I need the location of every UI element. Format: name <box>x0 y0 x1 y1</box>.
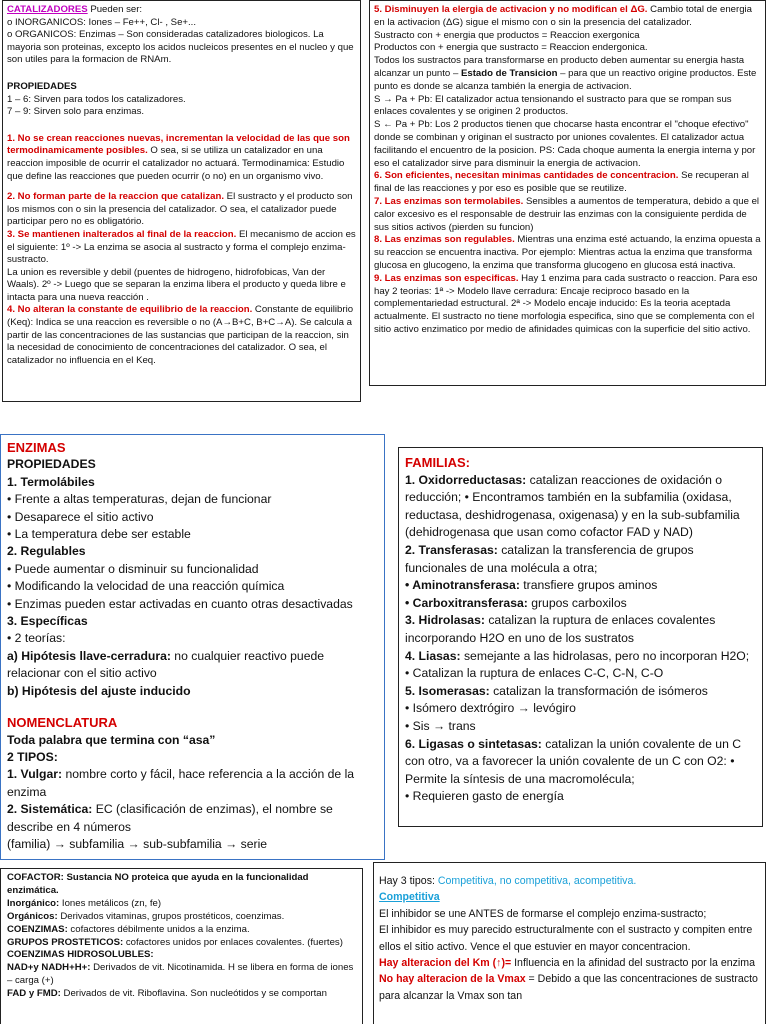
tipos-heading: 2 TIPOS: <box>7 749 58 764</box>
familia-4: 4. Liasas: semejante a las hidrolasas, pero no incorporan H2O; • Catalizan la ruptura de enlaces C-C, C-N, C-O <box>405 648 750 681</box>
familia-2: 2. Transferasas: catalizan la transferencia de grupos funcionales de una molécula a otra; <box>405 542 694 575</box>
competitiva-line-1: El inhibidor se une ANTES de formarse el complejo enzima-sustracto; <box>379 907 707 920</box>
property-9: 9. Las enzimas son especificas. Hay 1 enzima para cada sustracto o reaccion. Para eso hay 2 teorias: 1ª -> Modelo llave cerradura: Encaje reciproco basado en la complementariedad estructural. 2ª -> Modelo encaje inducido: Es la teoria aceptada actualmente. El sustracto no tiene morfologia especifica, sino que se complementa con el sitio activo enzimatico por medio de afinidades quimicas con la superficie del sitio activo. <box>374 272 758 335</box>
competitiva-line-2: El inhibidor es muy parecido estructuralmente con el sustracto y compiten entre ellos el sitio activo. Vence el que estuvier en mayor concentracion. <box>379 924 753 953</box>
familias-heading: FAMILIAS: <box>405 455 470 470</box>
propiedades-heading: PROPIEDADES <box>7 457 96 472</box>
sistematica-item: 2. Sistemática: EC (clasificación de enzimas), el nombre se describe en 4 números <box>7 802 333 834</box>
vmax-line: No hay alteracion de la Vmax = Debido a que las concentraciones de sustracto para alcanzar la Vmax son tan <box>379 973 758 1002</box>
coenzimas-item: COENZIMAS: cofactores débilmente unidos a la enzima. <box>7 923 250 935</box>
fad-item: FAD y FMD: Derivados de vit. Riboflavina. Son nucleótidos y se comportan <box>7 988 327 1000</box>
list-item: • La temperatura debe ser estable <box>7 527 191 542</box>
cofactor-definition: COFACTOR: Sustancia NO proteica que ayuda en la funcionalidad enzimática. <box>7 872 309 896</box>
prop-range-1-6: 1 – 6: Sirven para todos los catalizadores. <box>7 93 186 105</box>
competitiva-heading: Competitiva <box>379 891 440 904</box>
organicos-item: Orgánicos: Derivados vitaminas, grupos prostéticos, coenzimas. <box>7 910 285 922</box>
grupos-prosteticos-item: GRUPOS PROSTETICOS: cofactores unidos por enlaces covalentes. (fuertes) <box>7 936 343 948</box>
list-item: • Desaparece el sitio activo <box>7 509 154 524</box>
exergonica-line: Sustracto con + energia que productos = Reaccion exergonica <box>374 29 640 41</box>
reverse-reaction: S ← Pa + Pb: Los 2 productos tienen que chocarse hasta encontrar el "choque efectivo" donde se combinan y originan el sustracto por uniones covalentes. El catalizador actua facilitando el encuentro de la posicion. PS: Cada choque aumenta la energia interna y por eso el catalizador sirve para disminuir la energia de activacion. <box>374 119 756 169</box>
vulgar-item: 1. Vulgar: nombre corto y fácil, hace referencia a la acción de la enzima <box>7 767 355 799</box>
list-item: • 2 teorías: <box>7 631 66 646</box>
hipotesis-a: a) Hipótesis llave-cerradura: no cualquier reactivo puede relacionar con el sitio activo <box>7 648 325 681</box>
serie-line: (familia) → subfamilia → sub-subfamilia → serie <box>7 836 268 851</box>
hipotesis-b: b) Hipótesis del ajuste inducido <box>7 683 191 698</box>
list-item: • Requieren gasto de energía <box>405 789 564 804</box>
propiedades-continuacion-box <box>369 0 766 386</box>
catalizadores-heading: CATALIZADORES Pueden ser: <box>7 4 143 15</box>
tipos-line: Hay 3 tipos: Competitiva, no competitiva, acompetitiva. <box>379 875 637 887</box>
property-2: 2. No forman parte de la reaccion que catalizan. El sustracto y el producto son los mismos con o sin la presencia del catalizador. O sea, el catalizador puede participar pero no es obligatório. <box>7 191 353 228</box>
list-item: • Modificando la velocidad de una reacción química <box>7 579 285 594</box>
catalizadores-box <box>2 0 361 402</box>
property-8: 8. Las enzimas son regulables. Mientras una enzima esté actuando, la enzima opuesta a su reaccion se encuentra inactiva. Por ejemplo: Mientras actua la enzima que transforma glucosa en glucogeno, la enzima que transforma glucogeno en glucosa está inactiva. <box>374 234 761 271</box>
inhibicion-box <box>373 862 766 1024</box>
list-item: • Puede aumentar o disminuir su funcionalidad <box>7 561 259 576</box>
inorganicos-item: o INORGANICOS: Iones – Fe++, Cl- , Se+... <box>7 16 197 28</box>
property-7: 7. Las enzimas son termolabiles. Sensibles a aumentos de temperatura, debido a que el calor excesivo es el responsable de destruir las enzimas con la consiguiente perdida de sus sitios activos (pierden su funcion) <box>374 195 760 233</box>
property-3: 3. Se mantienen inalterados al final de la reaccion. El mecanismo de accion es el siguiente: 1º -> La enzima se asocia al sustracto y forma el complejo enzima-sustracto. <box>7 228 356 266</box>
familia-6: 6. Ligasas o sintetasas: catalizan la unión covalente de un C con otro, va a favorecer la unión covalente de un C con O2: • Permite la síntesis de una macromolécula; <box>405 736 742 786</box>
nad-item: NAD+y NADH+H+: Derivados de vit. Nicotinamida. H se libera en forma de iones – carga (+) <box>7 962 354 987</box>
nomenclatura-heading: NOMENCLATURA <box>7 715 118 731</box>
list-item: • Frente a altas temperaturas, dejan de funcionar <box>7 492 272 507</box>
list-item: • Sis → trans <box>405 718 476 733</box>
estado-transicion-paragraph: Todos los sustractos para transformarse en producto deben aumentar su energia hasta alcanzar un punto – Estado de Transicion – para que un reactivo origine productos. Este punto es donde se alcanza también la energia de activacion. <box>374 55 757 92</box>
list-item: • Isómero dextrógiro → levógiro <box>405 701 576 716</box>
termolabiles-heading: 1. Termolábiles <box>7 474 95 489</box>
cofactor-box <box>0 868 363 1024</box>
organicos-item: o ORGANICOS: Enzimas – Son consideradas catalizadores biologicos. La mayoria son proteinas, excepto los acidos nucleicos presentes en el nucleo y que son utiles para la formacion de RNAm. <box>7 29 354 66</box>
list-item: • Aminotransferasa: transfiere grupos aminos <box>405 578 658 593</box>
coenzimas-hidrosolubles-heading: COENZIMAS HIDROSOLUBLES: <box>7 949 154 961</box>
enzimas-box <box>0 434 385 860</box>
familias-box <box>398 447 763 827</box>
list-item: • Enzimas pueden estar activadas en cuanto otras desactivadas <box>7 596 353 611</box>
property-5: 5. Disminuyen la elergia de activacion y no modifican el ΔG. Cambio total de energia en la activacion (ΔG) sigue el mismo con o sin la presencia del catalizador. <box>374 4 753 28</box>
propiedades-heading: PROPIEDADES <box>7 80 77 92</box>
property-6: 6. Son eficientes, necesitan minimas cantidades de concentracion. Se recuperan al final de las reacciones y por eso es posible que se reutilize. <box>374 170 749 195</box>
km-line: Hay alteracion del Km (↑)= Influencia en la afinidad del sustracto por la enzima <box>379 957 755 970</box>
list-item: • Carboxitransferasa: grupos carboxilos <box>405 595 627 610</box>
enzimas-heading: ENZIMAS <box>7 440 66 455</box>
forward-reaction: S → Pa + Pb: El catalizador actua tensionando el sustracto para que se rompan sus enlaces covalentes y se originen 2 productos. <box>374 93 732 118</box>
property-3-detail: La union es reversible y debil (puentes de hidrogeno, hidrofobicas, Van der Waals). 2º -> Luego que se separan la enzima libera el producto y queda libre e intacta para una nueva reacción . <box>7 266 346 303</box>
inorganico-item: Inorgánico: Iones metálicos (zn, fe) <box>7 897 162 909</box>
property-4: 4. No alteran la constante de equilibrio de la reaccion. Constante de equilibrio (Keq): Indica se una reaccion es reversible o no (A→B+C, B+C→A). Se calcula a partir de las concentraciones de las sustancias que participan de la reaccion, sin la necesidad de conocimiento de concentraciones del catalizador. O sea, el catalizador no influencia en el Keq. <box>7 304 354 366</box>
property-1: 1. No se crean reacciones nuevas, incrementan la velocidad de las que son termodinamicamente posibles. O sea, si se utiliza un catalizador en una reaccion imposible de ocurrir el catalizador no actuará. Termodinamica: Estudio que define las reacciones que pueden ocurrir (o no) en un organismo vivo. <box>7 132 350 182</box>
regulables-heading: 2. Regulables <box>7 544 86 559</box>
endergonica-line: Productos con + energia que sustracto = Reaccion endergonica. <box>374 42 648 54</box>
familia-3: 3. Hidrolasas: catalizan la ruptura de enlaces covalentes incorporando H2O en uno de los sustratos <box>405 613 716 645</box>
especificas-heading: 3. Específicas <box>7 614 88 629</box>
asa-rule: Toda palabra que termina con “asa” <box>7 732 216 747</box>
familia-5: 5. Isomerasas: catalizan la transformación de isómeros <box>405 683 708 698</box>
familia-1: 1. Oxidorreductasas: catalizan reacciones de oxidación o reducción; • Encontramos también en la subfamilia (oxidasa, reductasa, deshidrogenasa, oxigenasa) y en la sub-subfamilia (dehidrogenasa que usan como cofactor FAD y NAD) <box>405 472 740 540</box>
prop-range-7-9: 7 – 9: Sirven solo para enzimas. <box>7 106 145 118</box>
